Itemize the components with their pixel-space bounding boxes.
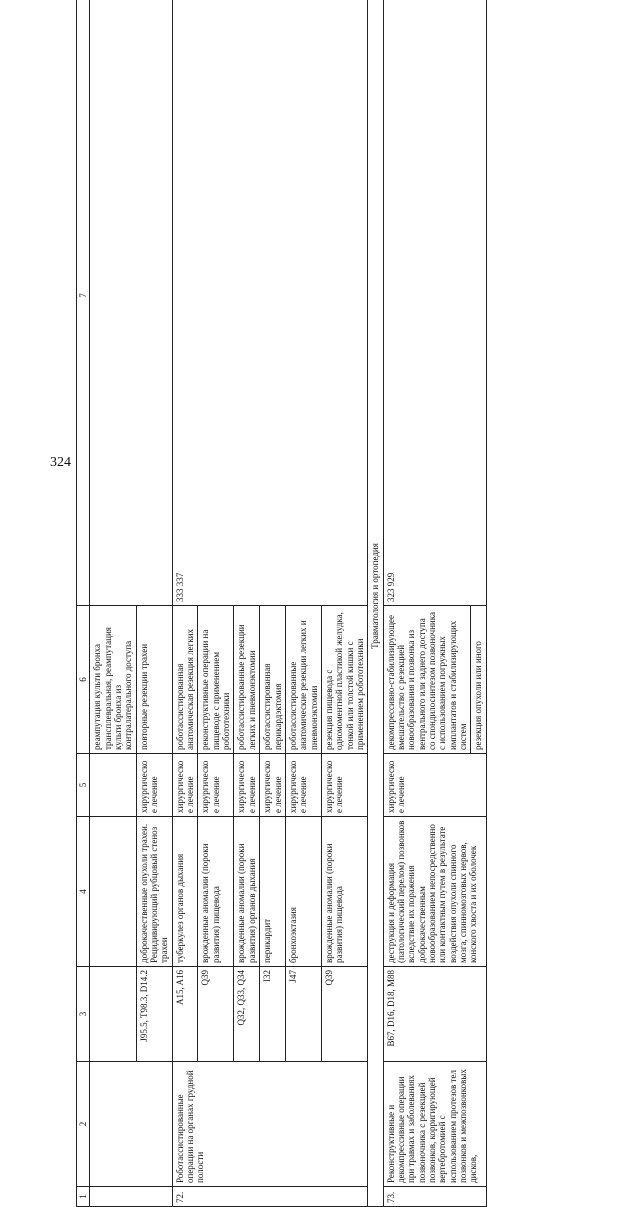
method-cell: декомпрессивно-стабилизирующее вмешательство с резекцией новообразования и позвонка из вентрального или заднего доступа со спондилосинтезом позвоночника с использованием погружных имплантатов и стабилизирующих систем bbox=[383, 606, 471, 754]
code-cell: I32 bbox=[260, 967, 286, 1062]
code-cell: Q39 bbox=[198, 967, 234, 1062]
row-number: 73. bbox=[383, 1187, 486, 1207]
treatment-cell: хирургическое лечение bbox=[172, 754, 198, 817]
price-cell bbox=[90, 0, 172, 606]
method-cell: роботассистированная перикардэктомия bbox=[260, 606, 286, 754]
code-cell bbox=[90, 967, 136, 1062]
code-cell: J47 bbox=[285, 967, 321, 1062]
treatment-cell: хирургическое лечение bbox=[383, 754, 486, 817]
method-cell: реампутация культи бронха трансплевральная, реампутация культи бронха из контралатерального доступа bbox=[90, 606, 136, 754]
header-cell: 5 bbox=[77, 754, 90, 817]
table-row bbox=[90, 0, 136, 1207]
price-cell: 323 929 bbox=[383, 0, 486, 606]
diagnosis-cell bbox=[90, 817, 136, 967]
method-cell: резекция опухоли или иного bbox=[471, 606, 486, 754]
diagnosis-cell: туберкулез органов дыхания bbox=[172, 817, 198, 967]
code-cell: Q32, Q33, Q34 bbox=[234, 967, 260, 1062]
treatment-cell: хирургическое лечение bbox=[136, 754, 172, 817]
table-row bbox=[383, 0, 471, 1207]
rotated-table-sheet bbox=[76, 0, 544, 1207]
row-name: Реконструктивные и декомпрессивные операции при травмах и заболеваниях позвоночника с резекцией позвонков, корригирующей вертебротомией с использованием протезов тел позвонков и межпозвонковых дисков, bbox=[383, 1062, 486, 1187]
treatment-cell: хирургическое лечение bbox=[285, 754, 321, 817]
header-cell: 4 bbox=[77, 817, 90, 967]
method-cell: реконструктивные операции на пищеводе с применением робототехники bbox=[198, 606, 234, 754]
method-cell: роботассистированная анатомическая резекция легких bbox=[172, 606, 198, 754]
diagnosis-cell: врожденные аномалии (пороки развития) органов дыхания bbox=[234, 817, 260, 967]
header-cell: 1 bbox=[77, 1187, 90, 1207]
row-name: Роботассистированные операции на органах грудной полости bbox=[172, 1062, 368, 1187]
row-number bbox=[90, 1187, 172, 1207]
header-cell: 6 bbox=[77, 606, 90, 754]
procedures-table bbox=[76, 0, 487, 1207]
treatment-cell: хирургическое лечение bbox=[321, 754, 367, 817]
header-row bbox=[77, 0, 90, 1207]
method-cell: роботассистированные резекции легких и пневмонэктомии bbox=[234, 606, 260, 754]
table-row bbox=[172, 0, 198, 1207]
diagnosis-cell: деструкция и деформация (патологический перелом) позвонков вследствие их поражения доброкачественным новообразованием непосредственно или контактным путем в результате воздействия опухоли спинного мозга, спинномозговых нервов, конского хвоста и их оболочек bbox=[383, 817, 486, 967]
diagnosis-cell: доброкачественные опухоли трахеи. Рецидивирующий рубцовый стеноз трахеи bbox=[136, 817, 172, 967]
treatment-cell bbox=[90, 754, 136, 817]
header-cell: 7 bbox=[77, 0, 90, 606]
method-cell: повторные резекции трахеи bbox=[136, 606, 172, 754]
page-number: 324 bbox=[50, 455, 71, 470]
treatment-cell: хирургическое лечение bbox=[198, 754, 234, 817]
header-cell: 3 bbox=[77, 967, 90, 1062]
row-name bbox=[90, 1062, 172, 1187]
code-cell: A15, A16 bbox=[172, 967, 198, 1062]
row-number: 72. bbox=[172, 1187, 368, 1207]
code-cell: Q39 bbox=[321, 967, 367, 1062]
header-cell: 2 bbox=[77, 1062, 90, 1187]
section-row bbox=[368, 0, 383, 1207]
code-cell: B67, D16, D18, M88 bbox=[383, 967, 486, 1062]
price-cell: 333 337 bbox=[172, 0, 368, 606]
code-cell: J95.5, T98.3, D14.2 bbox=[136, 967, 172, 1062]
section-title: Травматология и ортопедия bbox=[368, 0, 383, 1207]
method-cell: роботассистированные анатомические резекции легких и пневмонэктомии bbox=[285, 606, 321, 754]
diagnosis-cell: врожденные аномалии (пороки развития) пищевода bbox=[321, 817, 367, 967]
diagnosis-cell: бронхоэктазия bbox=[285, 817, 321, 967]
method-cell: резекция пищевода с одномоментной пластикой желудка, тонкой или толстой кишки с применением робототехники bbox=[321, 606, 367, 754]
diagnosis-cell: врожденные аномалии (пороки развития) пищевода bbox=[198, 817, 234, 967]
diagnosis-cell: перикардит bbox=[260, 817, 286, 967]
treatment-cell: хирургическое лечение bbox=[260, 754, 286, 817]
treatment-cell: хирургическое лечение bbox=[234, 754, 260, 817]
